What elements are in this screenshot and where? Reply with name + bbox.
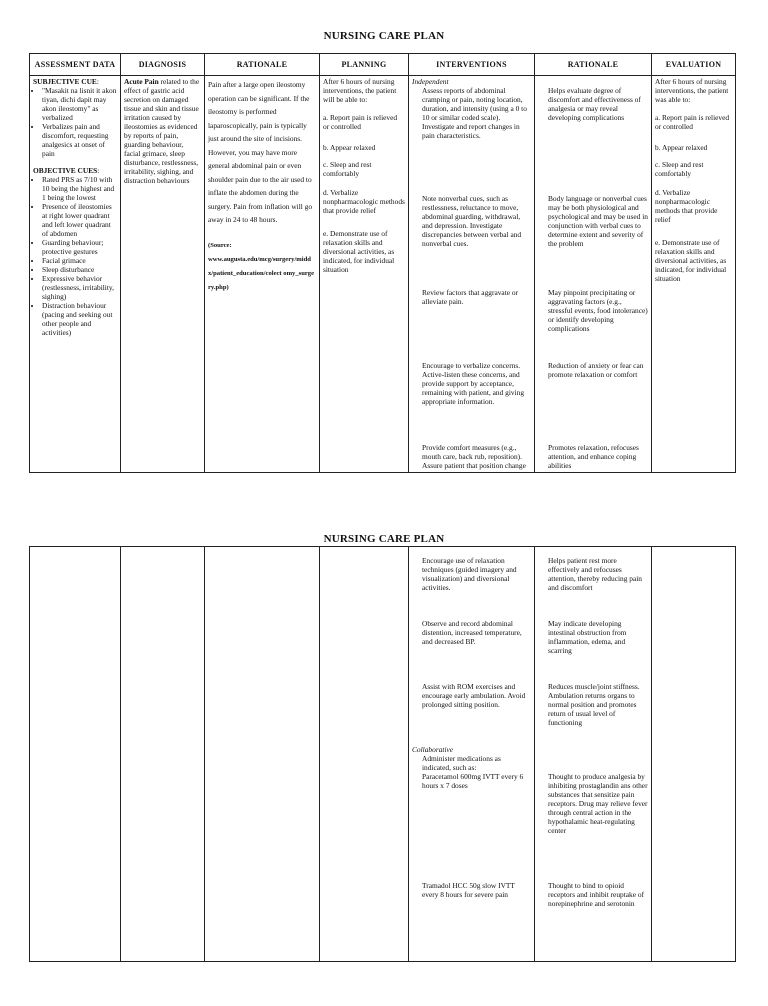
rationale-cell-2: [205, 547, 320, 962]
interventions-cell-2: [409, 547, 535, 962]
interventions-cell: [409, 76, 535, 473]
rationale-item: Helps evaluate degree of discomfort and effectiveness of analgesia or may reveal developing complications: [548, 86, 641, 122]
list-item: • Rated PRS as 7/10 with 10 being the highest and 1 being the lowest: [42, 175, 117, 202]
evaluation-goal-a: a. Report pain is relieved or controlled: [655, 113, 730, 131]
planning-goal-c: c. Sleep and rest comfortably: [323, 160, 372, 178]
intervention-item: Provide comfort measures (e.g., mouth care, back rub, reposition). Assure patient that position change: [422, 443, 526, 470]
diagnosis-text: related to the effect of gastric acid secretion on damaged tissue and skin and tissue irritation caused by ileostomies as evidenced by reports of pain, guarding behaviour, facial grimace, sleep disturbance, restlessness, irritability, sighing, and distraction behaviours: [124, 77, 200, 185]
planning-goal-e: e. Demonstrate use of relaxation skills and diversional activities, as indicated, for individual situation: [323, 229, 395, 274]
plan-row-2: [30, 547, 736, 962]
intervention-item: Assess reports of abdominal cramping or pain, noting location, duration, and intensity (using a 0 to 10 or similar coded scale). Investigate and report changes in pain characteristics.: [422, 86, 527, 140]
evaluation-cell: [652, 76, 736, 473]
collab-item-a: Paracetamol 600mg IVTT every 6 hours x 7 doses: [422, 772, 524, 790]
diagnosis-cell: [121, 76, 205, 473]
intervention-item: Assist with ROM exercises and encourage early ambulation. Avoid prolonged sitting position.: [422, 682, 526, 709]
intervention-item: Observe and record abdominal distention, increased temperature, and decreased BP.: [422, 619, 522, 646]
source-url: www.augusta.edu/mcg/surgery/middx/patient_education/colect omy_surgery.php): [208, 255, 315, 291]
care-plan-table: [29, 53, 736, 473]
intervention-item: Encourage use of relaxation techniques (guided imagery and visualization) and diversional activities.: [422, 556, 517, 592]
objective-list: [33, 175, 117, 337]
list-item: • Facial grimace: [42, 256, 117, 265]
intervention-item: Encourage to verbalize concerns. Active-listen these concerns, and provide support by acceptance, remaining with patient, and giving appropriate information.: [422, 361, 525, 406]
evaluation-intro: After 6 hours of nursing interventions, the patient was able to:: [655, 77, 729, 104]
list-item: • Guarding behaviour; protective gestures: [42, 238, 117, 256]
rationale-2-cell-2: [535, 547, 652, 962]
planning-cell-2: [320, 547, 409, 962]
evaluation-goal-e: e. Demonstrate use of relaxation skills and diversional activities, as indicated, for individual situation: [655, 238, 727, 283]
list-item: • Presence of ileostomies at right lower quadrant and left lower quadrant of abdomen: [42, 202, 117, 238]
header-rationale-2: RATIONALE: [535, 54, 652, 76]
rationale-item: Reduction of anxiety or fear can promote relaxation or comfort: [548, 361, 644, 379]
rationale-2-cell: [535, 76, 652, 473]
collaborative-label: Collaborative: [412, 745, 454, 754]
header-evaluation: EVALUATION: [652, 54, 736, 76]
list-item: • Expressive behavior (restlessness, irritability, sighing): [42, 274, 117, 301]
list-item: • "Masakit na lisnit it akon tiyan, dichi dapit may akon ileostomy" as verbalized: [42, 86, 117, 122]
header-diagnosis: DIAGNOSIS: [121, 54, 205, 76]
subjective-heading: SUBJECTIVE CUE: [33, 77, 97, 86]
page-title: NURSING CARE PLAN: [323, 30, 445, 42]
subjective-list: [33, 86, 117, 158]
source-label: (Source:: [208, 241, 232, 249]
evaluation-goal-c: c. Sleep and rest comfortably: [655, 160, 704, 178]
plan-row: [30, 76, 736, 473]
assessment-cell-2: [30, 547, 121, 962]
rationale-item: May pinpoint precipitating or aggravating factors (e.g., stressful events, food intolerance) or identify developing complications: [548, 288, 648, 333]
planning-intro: After 6 hours of nursing interventions, the patient will be able to:: [323, 77, 397, 104]
list-item: • Sleep disturbance: [42, 265, 117, 274]
objective-colon: :: [97, 166, 100, 175]
rationale-item-b: Thought to bind to opioid receptors and inhibit reuptake of norepinephrine and serotonin: [548, 881, 645, 908]
evaluation-cell-2: [652, 547, 736, 962]
intervention-item: Review factors that aggravate or alleviate pain.: [422, 288, 519, 306]
care-plan-table-2: [29, 546, 736, 962]
assessment-cell: [30, 76, 121, 473]
diagnosis-label: Acute Pain: [124, 77, 159, 86]
intervention-item: Note nonverbal cues, such as restlessness, reluctance to move, abdominal guarding, withdrawal, and depression. Investigate discrepancies between verbal and nonverbal cues.: [422, 194, 522, 248]
rationale-item: Body language or nonverbal cues may be both physiological and psychological and may be used in conjunction with verbal cues to determine extent and severity of the problem: [548, 194, 648, 248]
objective-heading: OBJECTIVE CUES: [33, 166, 98, 175]
planning-goal-a: a. Report pain is relieved or controlled: [323, 113, 398, 131]
collab-item: Administer medications as indicated, such as:: [422, 754, 501, 772]
subjective-colon: :: [96, 77, 99, 86]
rationale-item: Reduces muscle/joint stiffness. Ambulation returns organs to normal position and promotes return of usual level of functioning: [548, 682, 640, 727]
rationale-text: Pain after a large open ileostomy operation can be significant. If the ileostomy is performed laparoscopically, pain is typically just around the site of incisions. However, you may have more general abdominal pain or even shoulder pain due to the air used to inflate the abdomen during the surgery. Pain from inflation will go away in 24 to 48 hours.: [208, 80, 313, 224]
independent-label: Independent: [412, 77, 449, 86]
header-rationale: RATIONALE: [205, 54, 320, 76]
header-assessment: ASSESSMENT DATA: [30, 54, 121, 76]
evaluation-goal-d: d. Verbalize nonpharmacologic methods that provide relief: [655, 188, 718, 224]
collab-item-b: Tramadol HCC 50g slow IVTT every 8 hours for severe pain: [422, 881, 515, 899]
rationale-item-a: Thought to produce analgesia by inhibiting prostaglandin ans other substances that sensitize pain receptors. Drug may relieve fever through central action in the hypothalamic heat-regulating center: [548, 772, 648, 835]
evaluation-goal-b: b. Appear relaxed: [655, 143, 708, 152]
rationale-item: Promotes relaxation, refocuses attention, and enhance coping abilities: [548, 443, 639, 470]
planning-cell: [320, 76, 409, 473]
header-planning: PLANNING: [320, 54, 409, 76]
rationale-item: Helps patient rest more effectively and refocuses attention, thereby reducing pain and discomfort: [548, 556, 642, 592]
planning-goal-d: d. Verbalize nonpharmacologic methods that provide relief: [323, 188, 405, 215]
list-item: • Verbalizes pain and discomfort, requesting analgesics at onset of pain: [42, 122, 117, 158]
list-item: • Distraction behaviour (pacing and seeking out other people and activities): [42, 301, 117, 337]
planning-goal-b: b. Appear relaxed: [323, 143, 376, 152]
header-interventions: INTERVENTIONS: [409, 54, 535, 76]
rationale-item: May indicate developing intestinal obstruction from inflammation, edema, and scarring: [548, 619, 627, 655]
header-row: [30, 54, 736, 76]
page-title-2: NURSING CARE PLAN: [323, 533, 445, 545]
rationale-cell: [205, 76, 320, 473]
diagnosis-cell-2: [121, 547, 205, 962]
